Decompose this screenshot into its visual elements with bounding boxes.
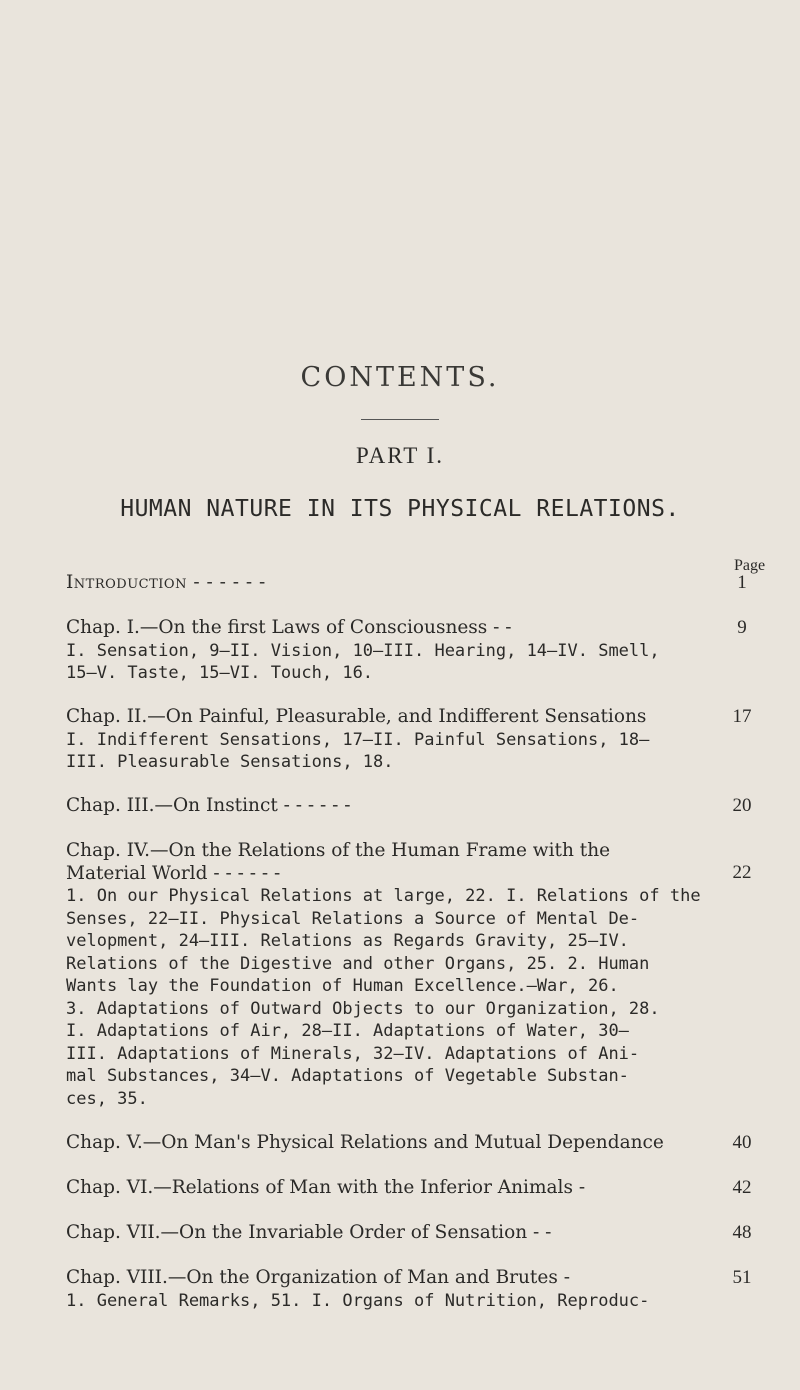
toc-entry-title: Chap. VII.—On the Invariable Order of Sensation - - xyxy=(66,1222,552,1243)
toc-entry-subsections: 1. On our Physical Relations at large, 22. I. Relations of the Senses, 22—II. Physical Relations a Source of Mental De- velopment, 24—III. Relations as Regards Gravity, 25—IV. Relations of the Digestive and other Organs, 25. 2. Human Wants lay the Foundation of Human Excellence.—War, 26. 3. Adaptations of Outward Objects to our Organization, 28. I. Adaptations of Air, 28—II. Adaptations of Water, 30— III. Adaptations of Minerals, 32—IV. Adaptations of Ani- mal Substances, 34—V. Adaptations of Vegetable Substan- ces, 35. xyxy=(66,886,701,1109)
toc-page-number: 9 xyxy=(737,617,747,638)
toc-entry-chap-2 xyxy=(66,706,706,774)
toc-entry-subsections: 1. General Remarks, 51. I. Organs of Nutrition, Reproduc- xyxy=(66,1290,650,1311)
toc-page-number: 17 xyxy=(732,706,752,727)
toc-entry-title: Chap. I.—On the first Laws of Consciousness - - xyxy=(66,617,512,638)
toc-entry-chap-1 xyxy=(66,617,706,685)
toc-entry-title: Chap. II.—On Painful, Pleasurable, and Indifferent Sensations xyxy=(66,706,647,727)
section-heading: HUMAN NATURE IN ITS PHYSICAL RELATIONS. xyxy=(120,496,680,522)
toc-entry-title: Introduction - - - - - - xyxy=(66,572,266,593)
toc-entry-chap-8 xyxy=(66,1267,706,1312)
part-heading: PART I. xyxy=(355,443,445,468)
toc-entry-chap-7 xyxy=(66,1222,706,1245)
toc-entry-title: Chap. VI.—Relations of Man with the Inferior Animals - xyxy=(66,1177,586,1198)
page-title: CONTENTS. xyxy=(300,362,500,393)
toc-entry-chap-5 xyxy=(66,1132,706,1155)
page-column-label: Page xyxy=(734,557,766,574)
toc-page-number: 1 xyxy=(737,572,747,593)
toc-entry-chap-4 xyxy=(66,840,706,1110)
toc-page-number: 42 xyxy=(732,1177,752,1198)
toc-entry-introduction xyxy=(66,572,706,595)
toc-page-number: 48 xyxy=(732,1222,752,1243)
toc-entry-title: Chap. III.—On Instinct - - - - - - xyxy=(66,795,351,816)
toc-page-number: 51 xyxy=(732,1267,752,1288)
toc-entry-title: Chap. VIII.—On the Organization of Man and Brutes - xyxy=(66,1267,570,1288)
toc-entry-title: Chap. V.—On Man's Physical Relations and Mutual Dependance xyxy=(66,1132,664,1153)
toc-entry-chap-6 xyxy=(66,1177,706,1200)
toc-entry-title: Chap. IV.—On the Relations of the Human Frame with the Material World - - - - - - xyxy=(66,840,611,884)
toc-page-number: 20 xyxy=(732,795,752,816)
toc-page-number: 40 xyxy=(732,1132,752,1153)
toc-page-number: 22 xyxy=(732,862,752,883)
toc-entry-subsections: I. Indifferent Sensations, 17—II. Painful Sensations, 18— III. Pleasurable Sensations, 18. xyxy=(66,729,650,772)
toc-entry-subsections: I. Sensation, 9—II. Vision, 10—III. Hearing, 14—IV. Smell, 15—V. Taste, 15—VI. Touch, 16. xyxy=(66,640,660,683)
title-rule xyxy=(361,419,439,420)
toc-entry-chap-3 xyxy=(66,795,706,818)
